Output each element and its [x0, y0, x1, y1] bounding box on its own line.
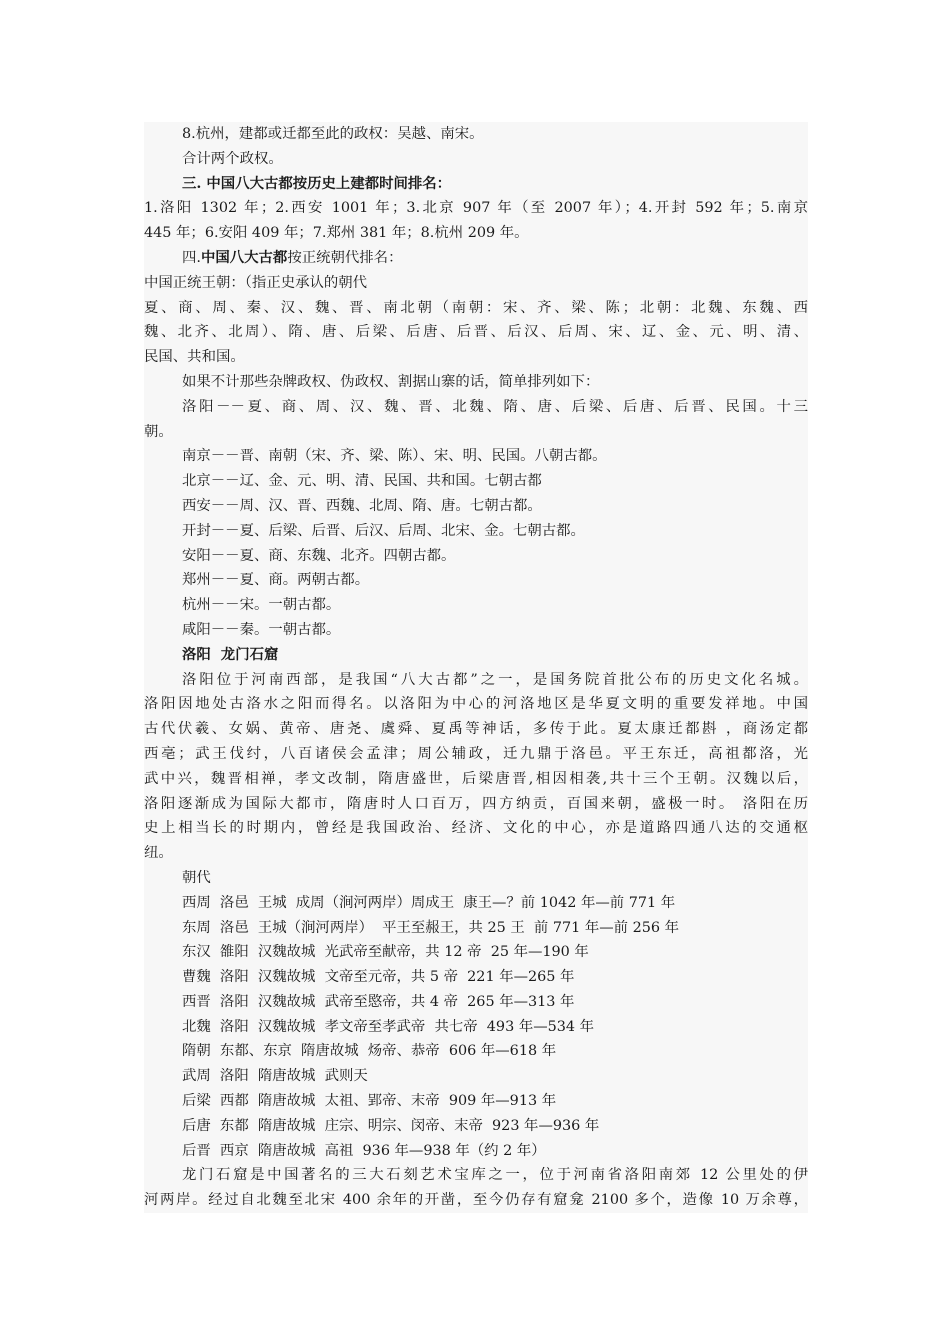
dynasty-row: 隋朝 东都、东京 隋唐故城 炀帝、恭帝 606 年—618 年 [182, 1043, 557, 1060]
section-heading: 三. 中国八大古都按历史上建都时间排名： [182, 174, 452, 192]
text-line: 夏、商、周、秦、汉、魏、晋、南北朝（南朝：宋、齐、梁、陈；北朝：北魏、东魏、西 [144, 299, 808, 316]
text-line: 如果不计那些杂牌政权、伪政权、割据山寨的话，简单排列如下： [182, 373, 600, 390]
document-page [144, 122, 808, 1213]
capital-list-item: 北京－－辽、金、元、明、清、民国、共和国。七朝古都 [182, 473, 542, 490]
text-line: 8.杭州，建都或迁都至此的政权：吴越、南宋。 [182, 126, 484, 142]
section-heading: 洛阳 龙门石窟 [182, 645, 279, 663]
text-line: 民国、共和国。 [144, 349, 245, 366]
text-line: 445 年；6.安阳 409 年；7.郑州 381 年；8.杭州 209 年。 [144, 225, 529, 242]
capital-list-item: 开封－－夏、后梁、后晋、后汉、后周、北宋、金。七朝古都。 [182, 522, 585, 539]
text-line: 西亳；武王伐纣，八百诸侯会孟津；周公辅政，迁九鼎于洛邑。平王东迁，高祖都洛，光 [144, 745, 808, 762]
text-line: 古代伏羲、女娲、黄帝、唐尧、虞舜、夏禹等神话，多传于此。夏太康迁都斟 ，商汤定都 [144, 721, 808, 738]
text-line: 河两岸。经过自北魏至北宋 400 余年的开凿，至今仍存有窟龛 2100 多个，造像 10 万余尊， [144, 1192, 808, 1209]
dynasty-row: 东汉 雒阳 汉魏故城 光武帝至献帝，共 12 帝 25 年—190 年 [182, 944, 589, 961]
section-heading [144, 246, 808, 271]
heading-bold-text: 中国八大古都 [200, 248, 288, 266]
capital-list-item: 咸阳－－秦。一朝古都。 [182, 621, 341, 638]
dynasty-row: 西晋 洛阳 汉魏故城 武帝至愍帝，共 4 帝 265 年—313 年 [182, 993, 575, 1010]
table-heading: 朝代 [182, 869, 211, 886]
text-line: 洛阳因地处古洛水之阳而得名。以洛阳为中心的河洛地区是华夏文明的重要发祥地。中国 [144, 696, 808, 713]
text-line: 洛阳位于河南西部，是我国“八大古都”之一，是国务院首批公布的历史文化名城。 [182, 671, 808, 688]
dynasty-row: 后晋 西京 隋唐故城 高祖 936 年—938 年（约 2 年） [182, 1142, 546, 1159]
text-line: 合计两个政权。 [182, 150, 283, 167]
text-line: 朝。 [144, 423, 173, 440]
dynasty-row: 曹魏 洛阳 汉魏故城 文帝至元帝，共 5 帝 221 年—265 年 [182, 969, 575, 986]
text-line: 魏、北齐、北周）、隋、唐、后梁、后唐、后晋、后汉、后周、宋、辽、金、元、明、清、 [144, 324, 808, 341]
capital-list-item: 郑州－－夏、商。两朝古都。 [182, 572, 370, 589]
capital-list-item: 南京－－晋、南朝（宋、齐、梁、陈）、宋、明、民国。八朝古都。 [182, 448, 607, 465]
text-line: 洛阳逐渐成为国际大都市，隋唐时人口百万，四方纳贡，百国来朝，盛极一时。 洛阳在历 [144, 795, 808, 812]
capital-list-item: 安阳－－夏、商、东魏、北齐。四朝古都。 [182, 547, 456, 564]
dynasty-row: 西周 洛邑 王城 成周（涧河两岸）周成王 康王—？前 1042 年—前 771 年 [182, 894, 676, 911]
dynasty-row: 后梁 西都 隋唐故城 太祖、郢帝、末帝 909 年—913 年 [182, 1093, 557, 1110]
heading-text: 按正统朝代排名： [287, 249, 403, 266]
text-line: 1.洛阳 1302 年；2.西安 1001 年；3.北京 907 年（至 2007 年）；4.开封 592 年；5.南京 [144, 200, 808, 217]
text-line: 纽。 [144, 845, 173, 862]
text-line: 史上相当长的时期内，曾经是我国政治、经济、文化的中心，亦是道路四通八达的交通枢 [144, 820, 808, 837]
dynasty-row: 北魏 洛阳 汉魏故城 孝文帝至孝武帝 共七帝 493 年—534 年 [182, 1018, 595, 1035]
dynasty-row: 武周 洛阳 隋唐故城 武则天 [182, 1068, 368, 1085]
heading-number: 四. [182, 249, 201, 266]
dynasty-row: 东周 洛邑 王城（涧河两岸） 平王至赧王，共 25 王 前 771 年—前 256 年 [182, 919, 680, 936]
text-line: 龙门石窟是中国著名的三大石刻艺术宝库之一，位于河南省洛阳南郊 12 公里处的伊 [182, 1167, 808, 1184]
text-line: 洛阳－－夏、商、周、汉、魏、晋、北魏、隋、唐、后梁、后唐、后晋、民国。十三 [182, 398, 808, 415]
text-line: 中国正统王朝：（指正史承认的朝代 [144, 274, 368, 291]
dynasty-row: 后唐 东都 隋唐故城 庄宗、明宗、闵帝、末帝 923 年—936 年 [182, 1117, 600, 1134]
capital-list-item: 西安－－周、汉、晋、西魏、北周、隋、唐。七朝古都。 [182, 497, 542, 514]
capital-list-item: 杭州－－宋。一朝古都。 [182, 597, 341, 614]
text-line: 武中兴，魏晋相禅，孝文改制，隋唐盛世，后梁唐晋,相因相袭,共十三个王朝。汉魏以后， [144, 770, 808, 787]
